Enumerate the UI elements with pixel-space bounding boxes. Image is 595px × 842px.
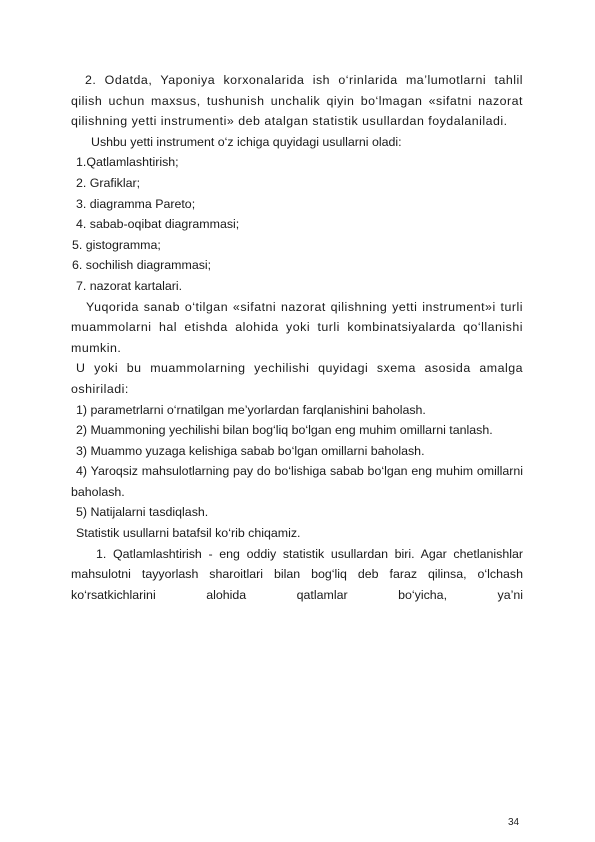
instrument-list [71, 152, 523, 296]
step-item: 2) Muammoning yechilishi bilan bog‘liq bo‘lgan eng muhim omillarni tanlash. [76, 423, 493, 438]
list-item: 5. gistogramma; [72, 237, 161, 252]
step-item: 1) parametrlarni o‘rnatilgan me’yorlardan farqlanishini baholash. [76, 402, 426, 417]
step-item: 3) Muammo yuzaga kelishiga sabab bo‘lgan omillarni baholash. [76, 443, 425, 458]
list-item: 1.Qatlamlashtirish; [76, 155, 179, 170]
paragraph-intro: 2. Odatda, Yaponiya korxonalarida ish o‘rinlarida ma’lumotlarni tahlil qilish uchun maxsus, tushunish unchalik qiyin bo‘lmagan «sifatni nazorat qilishning yetti instrumenti» deb atalgan statistik usullardan foydalaniladi. [71, 73, 523, 129]
paragraph-list-intro: Ushbu yetti instrument o‘z ichiga quyidagi usullarni oladi: [91, 134, 402, 149]
paragraph-stratification: 1. Qatlamlashtirish - eng oddiy statistik usullardan biri. Agar chetlanishlar mahsulotni tayyorlash sharoitlari bilan bog‘liq deb faraz qilinsa, o‘lchash ko‘rsatkichlarini alohida qatlamlar bo‘yicha, ya’ni [71, 546, 523, 602]
list-item: 7. nazorat kartalari. [76, 278, 183, 293]
list-item: 6. sochilish diagrammasi; [72, 258, 212, 273]
paragraph-instruments-usage: Yuqorida sanab o‘tilgan «sifatni nazorat qilishning yetti instrument»i turli muammolarni hal etishda alohida yoki turli kombinatsiyalarda qo‘llanishi mumkin. [71, 299, 523, 355]
page-number: 34 [508, 817, 520, 828]
step-item: 4) Yaroqsiz mahsulotlarning pay do bo‘lishiga sabab bo‘lgan eng muhim omillarni baholash. [71, 464, 523, 499]
list-item: 3. diagramma Pareto; [76, 196, 196, 211]
list-item: 2. Grafiklar; [76, 175, 141, 190]
document-page [71, 70, 523, 605]
steps-list [71, 400, 523, 524]
paragraph-scheme: U yoki bu muammolarning yechilishi quyidagi sxema asosida amalga oshiriladi: [71, 361, 523, 396]
paragraph-detail: Statistik usullarni batafsil ko‘rib chiqamiz. [76, 526, 301, 541]
list-item: 4. sabab-oqibat diagrammasi; [76, 217, 240, 232]
step-item: 5) Natijalarni tasdiqlash. [76, 505, 209, 520]
